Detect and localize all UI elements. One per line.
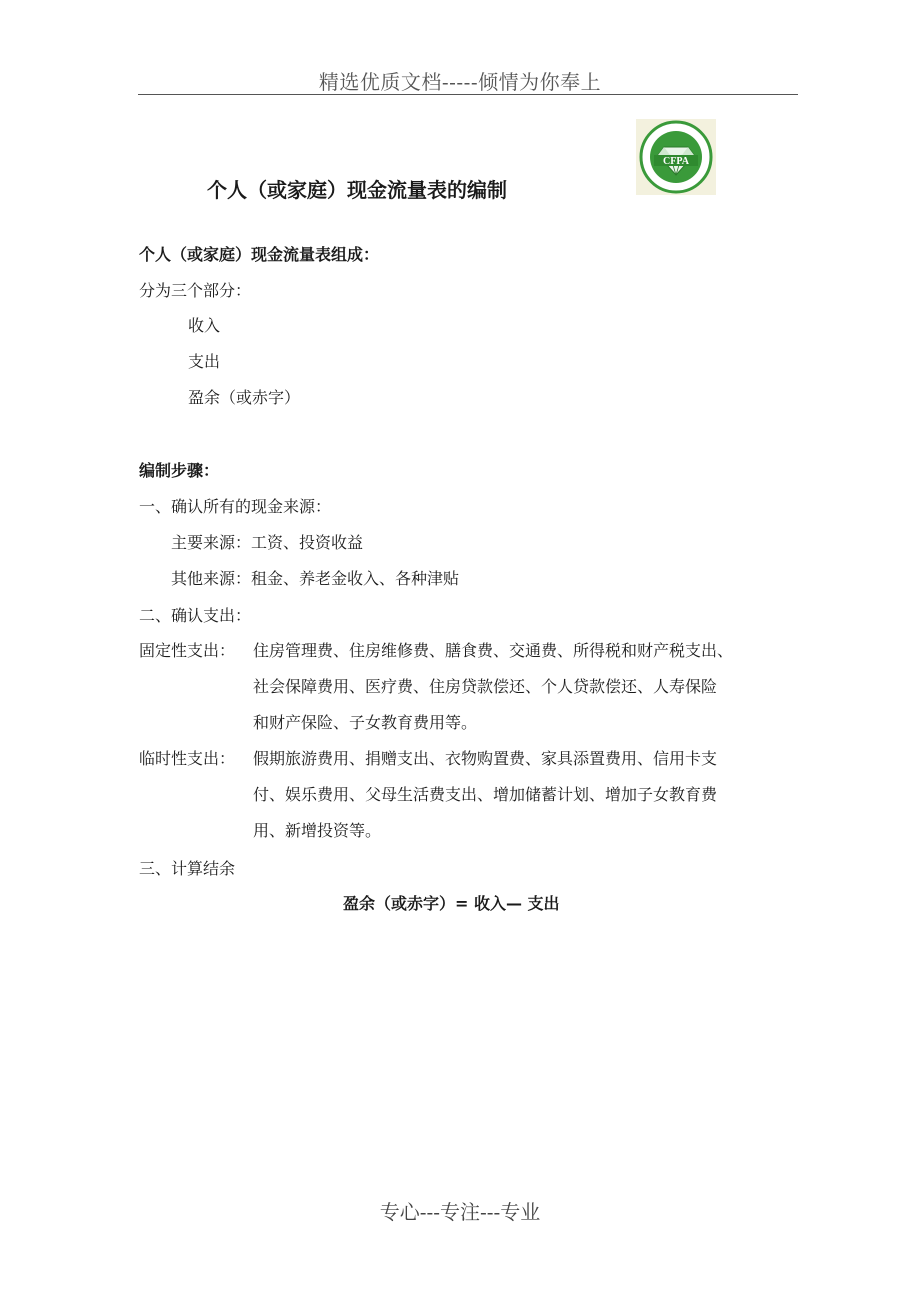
step2-title: 二、确认支出： [139,606,252,625]
composition-intro: 分为三个部分： [139,281,252,300]
step3-title: 三、计算结余 [139,859,236,878]
step1-main-sources: 主要来源：工资、投资收益 [171,533,364,552]
page-header: 精选优质文档-----倾情为你奉上 [318,70,602,94]
steps-heading: 编制步骤： [139,461,220,480]
svg-text:CFPA: CFPA [663,156,689,167]
cfpa-logo [636,119,716,195]
step1-other-sources: 其他来源：租金、养老金收入、各种津贴 [171,569,460,588]
part-income: 收入 [188,316,221,335]
page-footer: 专心---专注---专业 [379,1200,541,1224]
cfpa-diamond-seal-icon [636,119,716,195]
temp-expense-label: 临时性支出： [139,749,236,768]
step1-title: 一、确认所有的现金来源： [139,497,332,516]
fixed-expense-line: 和财产保险、子女教育费用等。 [253,713,478,732]
fixed-expense-label: 固定性支出： [139,641,236,660]
part-surplus: 盈余（或赤字） [188,388,301,407]
part-expense: 支出 [188,352,221,371]
surplus-formula: 盈余（或赤字）= 收入— 支出 [343,894,560,913]
document-title: 个人（或家庭）现金流量表的编制 [207,178,507,202]
temp-expense-line: 用、新增投资等。 [253,821,382,840]
temp-expense-line: 付、娱乐费用、父母生活费支出、增加储蓄计划、增加子女教育费 [253,785,718,804]
composition-heading: 个人（或家庭）现金流量表组成： [139,245,380,264]
temp-expense-line: 假期旅游费用、捐赠支出、衣物购置费、家具添置费用、信用卡支 [253,749,718,768]
fixed-expense-line: 社会保障费用、医疗费、住房贷款偿还、个人贷款偿还、人寿保险 [253,677,718,696]
header-divider [138,94,798,95]
fixed-expense-line: 住房管理费、住房维修费、膳食费、交通费、所得税和财产税支出、 [253,641,734,660]
